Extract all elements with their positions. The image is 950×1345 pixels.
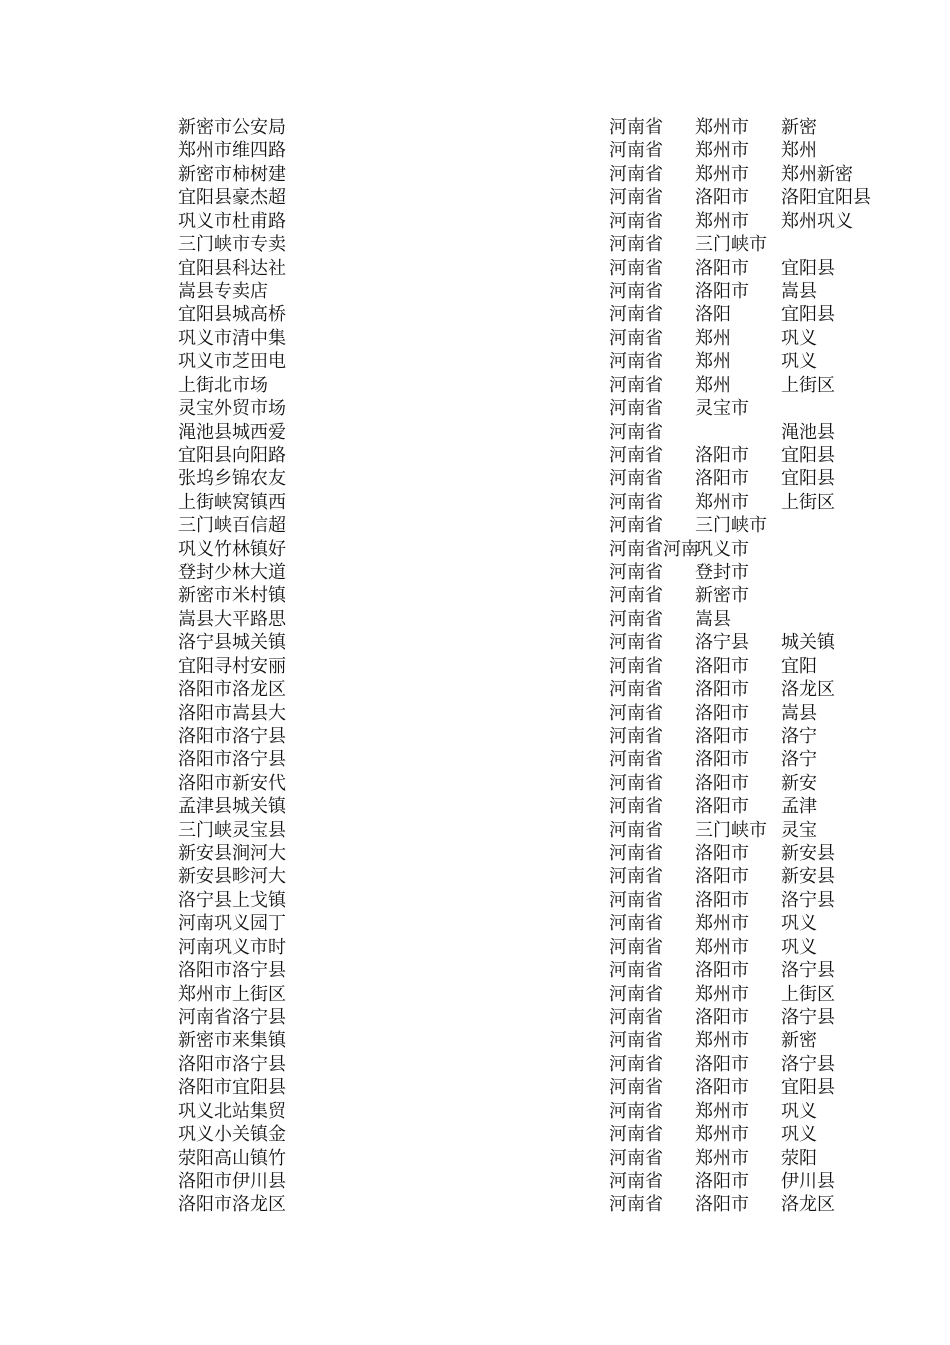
district-cell: 宜阳县 bbox=[781, 1077, 835, 1099]
district-cell: 洛龙区 bbox=[781, 1194, 835, 1216]
city-cell: 郑州市 bbox=[695, 1124, 749, 1146]
province-cell: 河南省 bbox=[609, 187, 663, 209]
province-cell: 河南省 bbox=[609, 1170, 663, 1192]
store-name-cell: 三门峡百信超 bbox=[178, 515, 286, 537]
district-cell: 巩义 bbox=[781, 351, 817, 373]
store-name-cell: 嵩县专卖店 bbox=[178, 280, 268, 302]
store-name-cell: 新密市来集镇 bbox=[178, 1030, 286, 1052]
table-row bbox=[0, 210, 950, 233]
table-row bbox=[0, 163, 950, 186]
store-name-cell: 宜阳县城高桥 bbox=[178, 304, 286, 326]
table-row bbox=[0, 865, 950, 888]
table-row bbox=[0, 444, 950, 467]
city-cell: 三门峡市 bbox=[695, 819, 767, 841]
province-cell: 河南省 bbox=[609, 140, 663, 162]
table-row bbox=[0, 538, 950, 561]
city-cell: 郑州市 bbox=[695, 491, 749, 513]
district-cell: 巩义 bbox=[781, 913, 817, 935]
store-name-cell: 河南省洛宁县 bbox=[178, 1007, 286, 1028]
store-name-cell: 上街峡窝镇西 bbox=[178, 491, 286, 513]
table-row bbox=[0, 608, 950, 631]
province-cell: 河南省 bbox=[609, 749, 663, 771]
table-row bbox=[0, 584, 950, 607]
table-row bbox=[0, 983, 950, 1006]
store-name-cell: 洛阳市嵩县大 bbox=[178, 702, 286, 724]
table-row bbox=[0, 327, 950, 350]
city-cell: 洛阳 bbox=[695, 304, 731, 326]
store-name-cell: 洛阳市新安代 bbox=[178, 772, 286, 794]
district-cell: 嵩县 bbox=[781, 702, 817, 724]
province-cell: 河南省 bbox=[609, 163, 663, 185]
store-name-cell: 洛阳市洛宁县 bbox=[178, 1053, 286, 1075]
city-cell: 嵩县 bbox=[695, 608, 731, 630]
store-name-cell: 洛阳市洛宁县 bbox=[178, 960, 286, 982]
store-name-cell: 渑池县城西爱 bbox=[178, 421, 286, 443]
table-row bbox=[0, 397, 950, 420]
city-cell: 洛阳市 bbox=[695, 889, 749, 911]
store-name-cell: 洛宁县城关镇 bbox=[178, 632, 286, 654]
province-cell: 河南省 bbox=[609, 280, 663, 302]
table-row bbox=[0, 1147, 950, 1170]
province-cell: 河南省 bbox=[609, 1100, 663, 1122]
store-name-cell: 巩义北站集贸 bbox=[178, 1100, 286, 1122]
table-row bbox=[0, 186, 950, 209]
city-cell: 三门峡市 bbox=[695, 515, 767, 537]
province-cell: 河南省 bbox=[609, 1030, 663, 1052]
table-row bbox=[0, 889, 950, 912]
store-name-cell: 新密市柿树建 bbox=[178, 163, 286, 185]
province-cell: 河南省 bbox=[609, 819, 663, 841]
store-name-cell: 登封少林大道 bbox=[178, 562, 286, 583]
district-cell: 郑州新密 bbox=[781, 163, 853, 185]
table-row bbox=[0, 116, 950, 139]
province-cell: 河南省 bbox=[609, 585, 663, 607]
city-cell: 郑州市 bbox=[695, 1030, 749, 1052]
city-cell: 洛阳市 bbox=[695, 960, 749, 982]
district-cell: 洛阳宜阳县 bbox=[781, 187, 871, 209]
city-cell: 郑州市 bbox=[695, 117, 749, 138]
province-cell: 河南省 bbox=[609, 117, 663, 138]
table-row bbox=[0, 374, 950, 397]
table-row bbox=[0, 631, 950, 654]
store-name-cell: 三门峡市专卖 bbox=[178, 234, 286, 256]
district-cell: 城关镇 bbox=[781, 632, 835, 654]
province-cell: 河南省 bbox=[609, 234, 663, 256]
store-name-cell: 洛阳市洛龙区 bbox=[178, 1194, 286, 1216]
province-cell: 河南省 bbox=[609, 562, 663, 583]
table-row bbox=[0, 1006, 950, 1029]
district-cell: 新密 bbox=[781, 1030, 817, 1052]
store-name-cell: 洛阳市洛宁县 bbox=[178, 725, 286, 747]
province-cell: 河南省 bbox=[609, 398, 663, 419]
table-row bbox=[0, 725, 950, 748]
table-row bbox=[0, 139, 950, 162]
city-cell: 洛宁县 bbox=[695, 632, 749, 654]
province-cell: 河南省 bbox=[609, 725, 663, 747]
district-cell: 伊川县 bbox=[781, 1170, 835, 1192]
province-cell: 河南省 bbox=[609, 889, 663, 911]
store-name-cell: 巩义市芝田电 bbox=[178, 351, 286, 373]
store-name-cell: 嵩县大平路思 bbox=[178, 608, 286, 630]
district-cell: 郑州 bbox=[781, 140, 817, 162]
store-name-cell: 洛阳市宜阳县 bbox=[178, 1077, 286, 1099]
province-cell: 河南省 bbox=[609, 983, 663, 1005]
province-cell: 河南省 bbox=[609, 351, 663, 373]
table-row bbox=[0, 467, 950, 490]
province-cell: 河南省 bbox=[609, 1194, 663, 1216]
district-cell: 巩义 bbox=[781, 1100, 817, 1122]
store-name-cell: 河南巩义园丁 bbox=[178, 913, 286, 935]
district-cell: 渑池县 bbox=[781, 421, 835, 443]
table-row bbox=[0, 678, 950, 701]
table-row bbox=[0, 303, 950, 326]
store-name-cell: 新安县涧河大 bbox=[178, 843, 286, 864]
city-cell: 洛阳市 bbox=[695, 1170, 749, 1192]
province-cell: 河南省 bbox=[609, 304, 663, 326]
city-cell: 洛阳市 bbox=[695, 843, 749, 864]
store-name-cell: 巩义小关镇金 bbox=[178, 1124, 286, 1146]
city-cell: 洛阳市 bbox=[695, 444, 749, 466]
city-cell: 洛阳市 bbox=[695, 1194, 749, 1216]
table-row bbox=[0, 702, 950, 725]
city-cell: 洛阳市 bbox=[695, 749, 749, 771]
table-row bbox=[0, 655, 950, 678]
city-cell: 洛阳市 bbox=[695, 1053, 749, 1075]
district-cell: 洛宁县 bbox=[781, 889, 835, 911]
city-cell: 新密市 bbox=[695, 585, 749, 607]
province-cell: 河南省 bbox=[609, 1124, 663, 1146]
city-cell: 郑州市 bbox=[695, 913, 749, 935]
table-row bbox=[0, 912, 950, 935]
province-cell: 河南省 bbox=[609, 655, 663, 677]
district-cell: 上街区 bbox=[781, 374, 835, 396]
province-cell: 河南省 bbox=[609, 772, 663, 794]
table-row bbox=[0, 819, 950, 842]
table-row bbox=[0, 772, 950, 795]
province-cell: 河南省 bbox=[609, 866, 663, 888]
city-cell: 郑州 bbox=[695, 351, 731, 373]
district-cell: 宜阳县 bbox=[781, 257, 835, 279]
province-cell: 河南省 bbox=[609, 327, 663, 349]
district-cell: 宜阳县 bbox=[781, 304, 835, 326]
store-name-cell: 洛阳市伊川县 bbox=[178, 1170, 286, 1192]
table-row bbox=[0, 1029, 950, 1052]
table-row bbox=[0, 561, 950, 584]
table-row bbox=[0, 421, 950, 444]
store-name-cell: 荥阳高山镇竹 bbox=[178, 1147, 286, 1169]
city-cell: 郑州市 bbox=[695, 983, 749, 1005]
table-row bbox=[0, 280, 950, 303]
district-cell: 洛宁县 bbox=[781, 1007, 835, 1028]
province-cell: 河南省 bbox=[609, 444, 663, 466]
district-cell: 孟津 bbox=[781, 796, 817, 818]
district-cell: 洛龙区 bbox=[781, 679, 835, 701]
district-cell: 郑州巩义 bbox=[781, 210, 853, 232]
store-name-cell: 宜阳县豪杰超 bbox=[178, 187, 286, 209]
city-cell: 洛阳市 bbox=[695, 772, 749, 794]
district-cell: 新安 bbox=[781, 772, 817, 794]
province-cell: 河南省 bbox=[609, 608, 663, 630]
table-row bbox=[0, 748, 950, 771]
district-cell: 巩义 bbox=[781, 936, 817, 958]
table-row bbox=[0, 514, 950, 537]
city-cell: 灵宝市 bbox=[695, 398, 749, 419]
province-cell: 河南省 bbox=[609, 491, 663, 513]
district-cell: 洛宁 bbox=[781, 749, 817, 771]
province-cell: 河南省 bbox=[609, 913, 663, 935]
store-name-cell: 郑州市上街区 bbox=[178, 983, 286, 1005]
province-cell: 河南省 bbox=[609, 257, 663, 279]
province-cell: 河南省 bbox=[609, 796, 663, 818]
city-cell: 郑州市 bbox=[695, 1100, 749, 1122]
province-cell: 河南省 bbox=[609, 210, 663, 232]
city-cell: 登封市 bbox=[695, 562, 749, 583]
city-cell: 郑州 bbox=[695, 327, 731, 349]
table-row bbox=[0, 1170, 950, 1193]
province-cell: 河南省 bbox=[609, 632, 663, 654]
city-cell: 洛阳市 bbox=[695, 702, 749, 724]
city-cell: 郑州市 bbox=[695, 163, 749, 185]
table-row bbox=[0, 959, 950, 982]
city-cell: 巩义市 bbox=[695, 538, 749, 560]
province-cell: 河南省河南 bbox=[609, 538, 699, 560]
city-cell: 洛阳市 bbox=[695, 1077, 749, 1099]
district-cell: 洛宁 bbox=[781, 725, 817, 747]
city-cell: 洛阳市 bbox=[695, 257, 749, 279]
province-cell: 河南省 bbox=[609, 374, 663, 396]
store-name-cell: 河南巩义市时 bbox=[178, 936, 286, 958]
store-name-cell: 上街北市场 bbox=[178, 374, 268, 396]
store-name-cell: 洛宁县上戈镇 bbox=[178, 889, 286, 911]
district-cell: 新安县 bbox=[781, 843, 835, 864]
store-name-cell: 宜阳县向阳路 bbox=[178, 444, 286, 466]
district-cell: 巩义 bbox=[781, 327, 817, 349]
province-cell: 河南省 bbox=[609, 1077, 663, 1099]
table-row bbox=[0, 257, 950, 280]
district-cell: 宜阳县 bbox=[781, 468, 835, 490]
city-cell: 郑州市 bbox=[695, 210, 749, 232]
district-cell: 上街区 bbox=[781, 983, 835, 1005]
store-name-cell: 巩义竹林镇好 bbox=[178, 538, 286, 560]
province-cell: 河南省 bbox=[609, 1053, 663, 1075]
store-name-cell: 洛阳市洛龙区 bbox=[178, 679, 286, 701]
province-cell: 河南省 bbox=[609, 515, 663, 537]
table-row bbox=[0, 1053, 950, 1076]
city-cell: 三门峡市 bbox=[695, 234, 767, 256]
city-cell: 洛阳市 bbox=[695, 280, 749, 302]
province-cell: 河南省 bbox=[609, 421, 663, 443]
store-name-cell: 新安县畛河大 bbox=[178, 866, 286, 888]
table-row bbox=[0, 350, 950, 373]
district-cell: 嵩县 bbox=[781, 280, 817, 302]
city-cell: 郑州市 bbox=[695, 1147, 749, 1169]
city-cell: 洛阳市 bbox=[695, 468, 749, 490]
store-name-cell: 新密市米村镇 bbox=[178, 585, 286, 607]
district-cell: 巩义 bbox=[781, 1124, 817, 1146]
table-row bbox=[0, 233, 950, 256]
store-name-cell: 宜阳县科达社 bbox=[178, 257, 286, 279]
store-name-cell: 张坞乡锦农友 bbox=[178, 468, 286, 490]
city-cell: 洛阳市 bbox=[695, 866, 749, 888]
city-cell: 洛阳市 bbox=[695, 1007, 749, 1028]
store-name-cell: 灵宝外贸市场 bbox=[178, 398, 286, 419]
district-cell: 洛宁县 bbox=[781, 960, 835, 982]
table-row bbox=[0, 1076, 950, 1099]
city-cell: 洛阳市 bbox=[695, 796, 749, 818]
district-cell: 洛宁县 bbox=[781, 1053, 835, 1075]
table-row bbox=[0, 1193, 950, 1216]
province-cell: 河南省 bbox=[609, 1147, 663, 1169]
province-cell: 河南省 bbox=[609, 843, 663, 864]
district-cell: 宜阳县 bbox=[781, 444, 835, 466]
store-name-cell: 三门峡灵宝县 bbox=[178, 819, 286, 841]
district-cell: 新安县 bbox=[781, 866, 835, 888]
province-cell: 河南省 bbox=[609, 960, 663, 982]
district-cell: 上街区 bbox=[781, 491, 835, 513]
store-name-cell: 宜阳寻村安丽 bbox=[178, 655, 286, 677]
district-cell: 新密 bbox=[781, 117, 817, 138]
store-name-cell: 巩义市清中集 bbox=[178, 327, 286, 349]
table-row bbox=[0, 936, 950, 959]
table-row bbox=[0, 491, 950, 514]
table-row bbox=[0, 795, 950, 818]
table-row bbox=[0, 1100, 950, 1123]
province-cell: 河南省 bbox=[609, 702, 663, 724]
city-cell: 洛阳市 bbox=[695, 655, 749, 677]
city-cell: 洛阳市 bbox=[695, 187, 749, 209]
province-cell: 河南省 bbox=[609, 1007, 663, 1028]
city-cell: 郑州市 bbox=[695, 140, 749, 162]
city-cell: 洛阳市 bbox=[695, 679, 749, 701]
table-row bbox=[0, 1123, 950, 1146]
store-name-cell: 新密市公安局 bbox=[178, 117, 286, 138]
district-cell: 灵宝 bbox=[781, 819, 817, 841]
store-name-cell: 洛阳市洛宁县 bbox=[178, 749, 286, 771]
table-row bbox=[0, 842, 950, 865]
province-cell: 河南省 bbox=[609, 936, 663, 958]
store-name-cell: 孟津县城关镇 bbox=[178, 796, 286, 818]
district-cell: 荥阳 bbox=[781, 1147, 817, 1169]
city-cell: 郑州市 bbox=[695, 936, 749, 958]
province-cell: 河南省 bbox=[609, 468, 663, 490]
province-cell: 河南省 bbox=[609, 679, 663, 701]
store-name-cell: 郑州市维四路 bbox=[178, 140, 286, 162]
city-cell: 郑州 bbox=[695, 374, 731, 396]
city-cell: 洛阳市 bbox=[695, 725, 749, 747]
district-cell: 宜阳 bbox=[781, 655, 817, 677]
store-name-cell: 巩义市杜甫路 bbox=[178, 210, 286, 232]
